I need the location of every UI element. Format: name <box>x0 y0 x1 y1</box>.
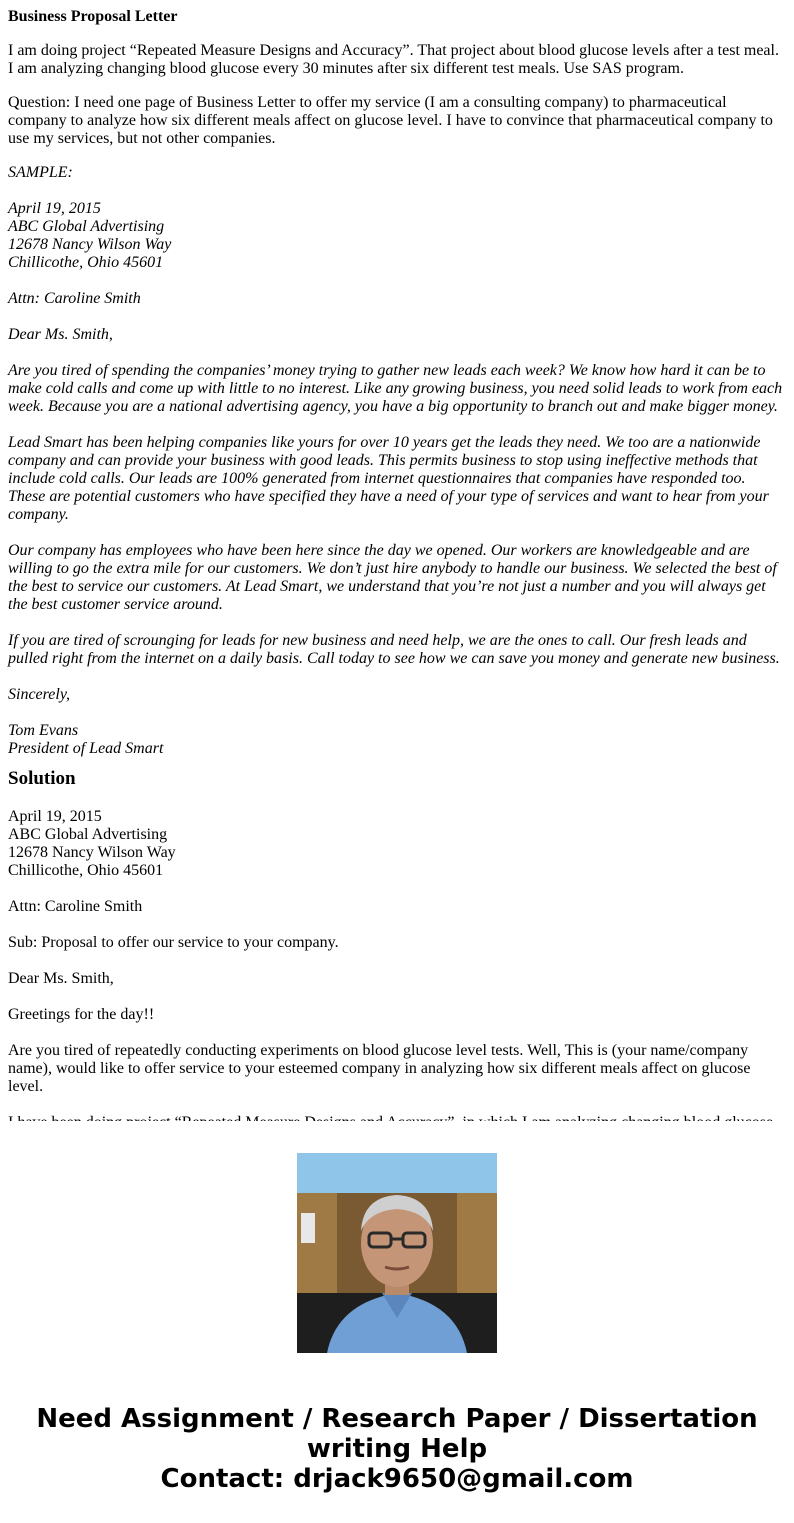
intro-paragraph: I am doing project “Repeated Measure Designs and Accuracy”. That project about blood glucose levels after a test meal. I am analyzing changing blood glucose every 30 minutes after six different test meals. Use SAS program. <box>8 42 779 77</box>
person-photo-icon <box>297 1153 497 1353</box>
page-title: Business Proposal Letter <box>8 8 178 25</box>
solution-address <box>8 808 786 880</box>
sample-signer: Tom Evans <box>8 722 79 739</box>
sample-city: Chillicothe, Ohio 45601 <box>8 254 164 271</box>
sample-street: 12678 Nancy Wilson Way <box>8 236 172 253</box>
sample-paragraph-3: Our company has employees who have been here since the day we opened. Our workers are knowledgeable and are willing to go the extra mile for our customers. We don’t just hire anybody to handle our business. We selected the best of the best to service our customers. At Lead Smart, we understand that you’re not just a number and you will always get the best customer service around. <box>8 542 777 613</box>
solution-letter <box>8 808 786 1132</box>
cta-line-2: writing Help <box>306 1434 488 1464</box>
document-body <box>8 8 786 1121</box>
solution-date: April 19, 2015 <box>8 808 102 825</box>
solution-city: Chillicothe, Ohio 45601 <box>8 862 164 879</box>
cta-contact-email[interactable]: Contact: drjack9650@gmail.com <box>160 1464 634 1494</box>
solution-company: ABC Global Advertising <box>8 826 168 843</box>
sample-letter <box>8 164 786 758</box>
sample-label: SAMPLE: <box>8 164 73 181</box>
solution-heading: Solution <box>8 768 76 789</box>
sample-signer-title: President of Lead Smart <box>8 740 164 757</box>
promo-section <box>0 1121 794 1523</box>
sample-company: ABC Global Advertising <box>8 218 165 235</box>
sample-paragraph-1: Are you tired of spending the companies’ money trying to gather new leads each week? We know how hard it can be to make cold calls and come up with little to no interest. Like any growing business, you need solid leads to work from each week. Because you are a national advertising agency, you have a big opportunity to branch out and make bigger money. <box>8 362 783 415</box>
solution-greeting: Greetings for the day!! <box>8 1006 155 1023</box>
sample-signature <box>8 722 786 758</box>
sample-date: April 19, 2015 <box>8 200 101 217</box>
sample-address <box>8 200 786 272</box>
solution-attn: Attn: Caroline Smith <box>8 898 143 915</box>
sample-salutation: Dear Ms. Smith, <box>8 326 113 343</box>
sample-paragraph-4: If you are tired of scrounging for leads for new business and need help, we are the ones to call. Our fresh leads and pulled right from the internet on a daily basis. Call today to see how we can save you money and generate new business. <box>8 632 780 667</box>
sample-attn: Attn: Caroline Smith <box>8 290 141 307</box>
contact-banner <box>0 1404 794 1494</box>
sample-closing: Sincerely, <box>8 686 71 703</box>
solution-salutation: Dear Ms. Smith, <box>8 970 114 987</box>
question-paragraph: Question: I need one page of Business Letter to offer my service (I am a consulting company) to pharmaceutical company to analyze how six different meals affect on glucose level. I have to convince that pharmaceutical company to use my services, but not other companies. <box>8 94 773 147</box>
solution-street: 12678 Nancy Wilson Way <box>8 844 176 861</box>
cta-line-1: Need Assignment / Research Paper / Dissertation <box>36 1404 758 1434</box>
solution-paragraph-1: Are you tired of repeatedly conducting experiments on blood glucose level tests. Well, This is (your name/company name), would like to offer service to your esteemed company in analyzing how six different meals affect on glucose level. <box>8 1042 751 1095</box>
solution-subject: Sub: Proposal to offer our service to your company. <box>8 934 339 951</box>
sample-paragraph-2: Lead Smart has been helping companies like yours for over 10 years get the leads they need. We too are a nationwide company and can provide your business with good leads. This permits business to stop using ineffective methods that include cold calls. Our leads are 100% generated from internet questionnaires that companies have responded too. These are potential customers who have specified they have a need of your type of services and want to hear from your company. <box>8 434 769 523</box>
